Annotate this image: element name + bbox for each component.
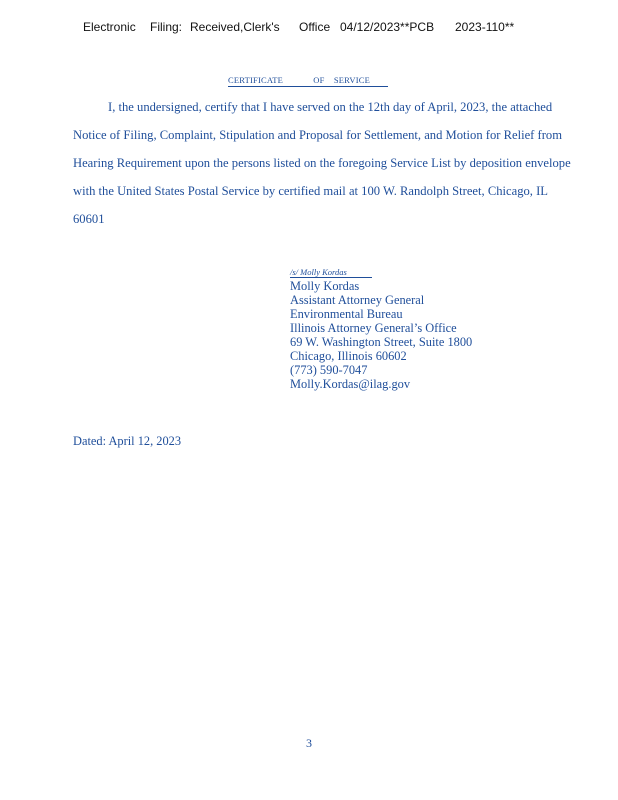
signer-city: Chicago, Illinois 60602 bbox=[290, 349, 407, 363]
signer-email: Molly.Kordas@ilag.gov bbox=[290, 377, 411, 391]
header-docket: 2023-110** bbox=[455, 20, 515, 34]
dated-line: Dated: April 12, 2023 bbox=[73, 434, 182, 448]
body-line-4: with the United States Postal Service by certified mail at 100 W. Randolph Street, Chicago, IL bbox=[73, 184, 548, 198]
header-filing: Filing: bbox=[150, 20, 183, 34]
page-number: 3 bbox=[306, 736, 312, 750]
body-line-2: Notice of Filing, Complaint, Stipulation and Proposal for Settlement, and Motion for Relief from bbox=[73, 128, 562, 142]
header-stamp: 04/12/2023**PCB bbox=[340, 20, 435, 34]
body-line-5: 60601 bbox=[73, 212, 105, 226]
header-received: Received,Clerk's bbox=[190, 20, 280, 34]
body-line-1: I, the undersigned, certify that I have served on the 12th day of April, 2023, the attached bbox=[108, 100, 553, 114]
signer-street: 69 W. Washington Street, Suite 1800 bbox=[290, 335, 473, 349]
header-electronic: Electronic bbox=[83, 20, 136, 34]
header-office: Office bbox=[299, 20, 331, 34]
certificate-title: CERTIFICATE OF SERVICE bbox=[228, 75, 388, 87]
signer-phone: (773) 590-7047 bbox=[290, 363, 368, 377]
body-line-3: Hearing Requirement upon the persons listed on the foregoing Service List by deposition envelope bbox=[73, 156, 571, 170]
signer-office: Illinois Attorney General’s Office bbox=[290, 321, 457, 335]
signer-bureau: Environmental Bureau bbox=[290, 307, 403, 321]
filing-header bbox=[0, 20, 618, 38]
signature-block bbox=[290, 267, 550, 391]
signer-title: Assistant Attorney General bbox=[290, 293, 425, 307]
signer-name: Molly Kordas bbox=[290, 279, 360, 293]
electronic-signature: /s/ Molly Kordas bbox=[290, 267, 372, 278]
